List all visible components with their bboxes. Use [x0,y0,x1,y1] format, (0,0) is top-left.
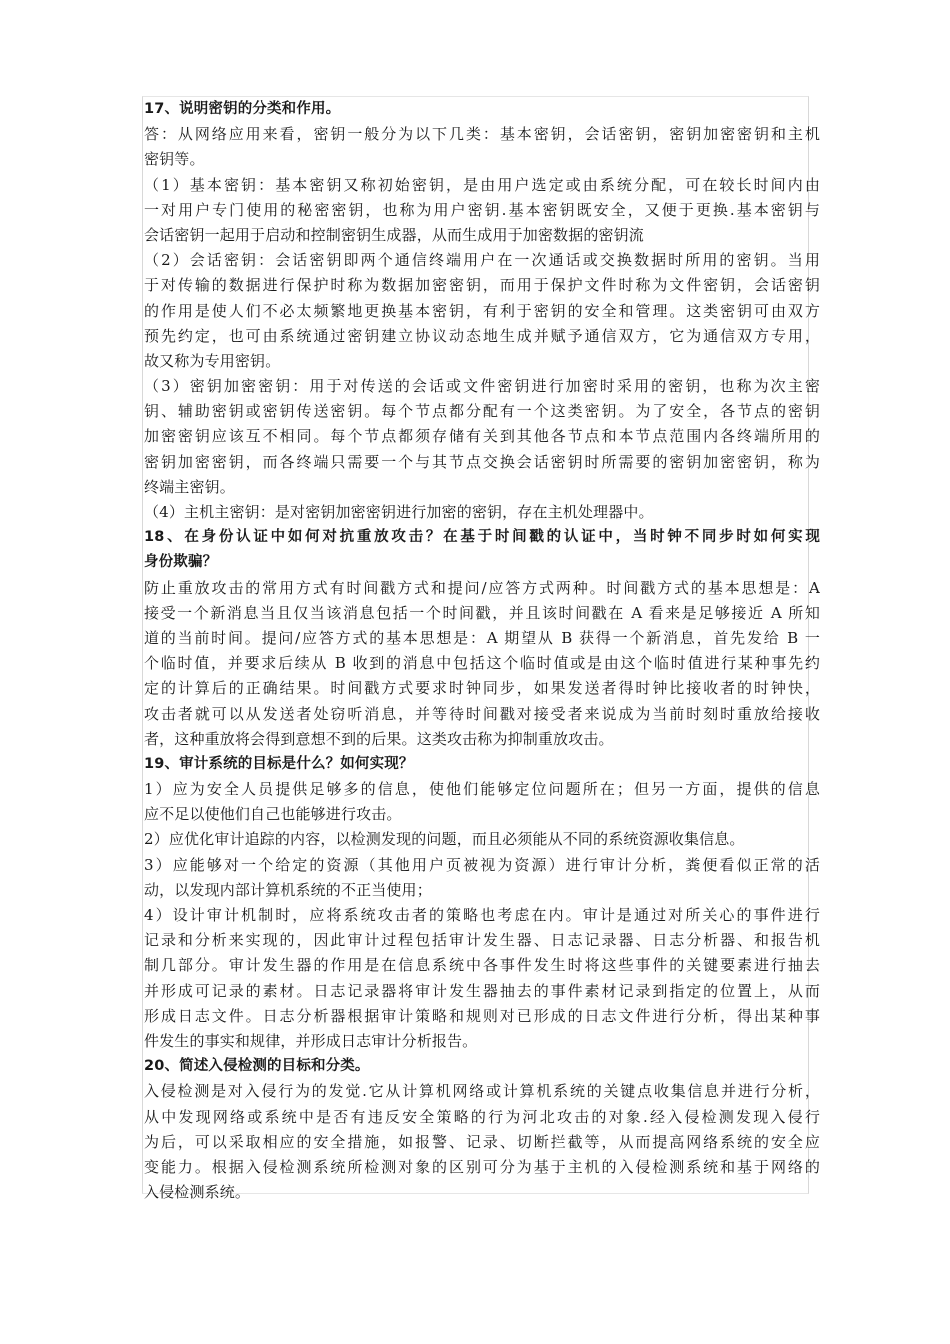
section-heading: 17、说明密钥的分类和作用。 [144,101,341,117]
section-heading: 身份欺骗？ [144,554,218,571]
text-line: 制几部分。审计发生器的作用是在信息系统中各事件发生时将这些事件的关键要素进行抽去 [144,956,820,975]
text-line: 防止重放攻击的常用方式有时间戳方式和提问/应答方式两种。时间戳方式的基本思想是：A [144,578,820,597]
section-heading: 19、审计系统的目标是什么？如何实现？ [144,755,414,772]
text-line: 并形成可记录的素材。日志记录器将审计发生器抽去的事件素材记录到指定的位置上，从而 [144,981,820,1000]
text-line: 形成日志文件。日志分析器根据审计策略和规则对已形成的日志文件进行分析，得出某种事 [144,1006,820,1025]
text-line: 于对传输的数据进行保护时称为数据加密密钥，而用于保护文件时称为文件密钥，会话密钥 [144,276,820,295]
text-line: 加密密钥应该互不相同。每个节点都须存储有关到其他各节点和本节点范围内各终端所用的 [144,427,820,446]
text-line: 应不足以使他们自己也能够进行攻击。 [144,805,402,824]
text-line: 道的当前时间。提问/应答方式的基本思想是：A 期望从 B 获得一个新消息，首先发给 B 一 [144,628,820,647]
text-line: 记录和分析来实现的，因此审计过程包括审计发生器、日志记录器、日志分析器、和报告机 [144,931,820,950]
text-line: 终端主密钥。 [144,477,235,496]
text-line: 接受一个新消息当且仅当该消息包括一个时间戳，并且该时间戳在 A 看来是足够接近 A 所知 [144,603,820,622]
text-line: 2）应优化审计追踪的内容，以检测发现的问题，而且必须能从不同的系统资源收集信息。 [144,830,745,849]
text-line: 预先约定，也可由系统通过密钥建立协议动态地生成并赋予通信双方，它为通信双方专用， [144,326,820,345]
text-line: 4）设计审计机制时，应将系统攻击者的策略也考虑在内。审计是通过对所关心的事件进行 [144,906,820,924]
text-line: 会话密钥一起用于启动和控制密钥生成器，从而生成用于加密数据的密钥流 [144,225,644,244]
text-line: 钥、辅助密钥或密钥传送密钥。每个节点都分配有一个这类密钥。为了安全，各节点的密钥 [144,402,820,421]
text-line: （3）密钥加密密钥：用于对传送的会话或文件密钥进行加密时采用的密钥，也称为次主密 [144,377,820,396]
text-line: 为后，可以采取相应的安全措施，如报警、记录、切断拦截等，从而提高网络系统的安全应 [144,1132,820,1151]
text-line: 入侵检测是对入侵行为的发觉.它从计算机网络或计算机系统的关键点收集信息并进行分析， [144,1082,820,1101]
text-line: 入侵检测系统。 [144,1183,251,1202]
text-line: 定的计算后的正确结果。时间戳方式要求时钟同步，如果发送者得时钟比接收者的时钟快， [144,679,820,698]
text-line: （4）主机主密钥：是对密钥加密密钥进行加密的密钥，存在主机处理器中。 [144,503,654,521]
text-line: 密钥加密密钥，而各终端只需要一个与其节点交换会话密钥时所需要的密钥加密密钥，称为 [144,452,820,471]
text-line: 从中发现网络或系统中是否有违反安全策略的行为河北攻击的对象.经入侵检测发现入侵行 [144,1107,820,1126]
text-line: 一对用户专门使用的秘密密钥，也称为用户密钥.基本密钥既安全，又便于更换.基本密钥与 [144,200,820,219]
text-line: 1）应为安全人员提供足够多的信息，使他们能够定位问题所在；但另一方面，提供的信息 [144,780,820,799]
text-line: 密钥等。 [144,150,205,169]
text-line: 答：从网络应用来看，密钥一般分为以下几类：基本密钥，会话密钥，密钥加密密钥和主机 [144,125,820,144]
text-line: （2）会话密钥：会话密钥即两个通信终端用户在一次通话或交换数据时所用的密钥。当用 [144,251,820,270]
text-line: 故又称为专用密钥。 [144,351,281,370]
text-line: 攻击者就可以从发送者处窃听消息，并等待时间戳对接受者来说成为当前时刻时重放给接收 [144,704,820,723]
section-heading: 18、在身份认证中如何对抗重放攻击？在基于时间戳的认证中，当时钟不同步时如何实现 [144,529,820,546]
text-line: 个临时值，并要求后续从 B 收到的消息中包括这个临时值或是由这个临时值进行某种事先约 [144,654,820,673]
text-line: 的作用是使人们不必太频繁地更换基本密钥，有利于密钥的安全和管理。这类密钥可由双方 [144,301,820,320]
text-line: 动，以发现内部计算机系统的不正当使用； [144,880,432,899]
text-line: 者，这种重放将会得到意想不到的后果。这类攻击称为抑制重放攻击。 [144,729,614,748]
text-line: （1）基本密钥：基本密钥又称初始密钥，是由用户选定或由系统分配，可在较长时间内由 [144,175,820,194]
text-line: 件发生的事实和规律，并形成日志审计分析报告。 [144,1031,478,1050]
text-line: 变能力。根据入侵检测系统所检测对象的区别可分为基于主机的入侵检测系统和基于网络的 [144,1157,820,1176]
text-line: 3）应能够对一个给定的资源（其他用户页被视为资源）进行审计分析，粪便看似正常的活 [144,855,820,874]
section-heading: 20、简述入侵检测的目标和分类。 [144,1058,370,1075]
document-body [144,97,820,1205]
